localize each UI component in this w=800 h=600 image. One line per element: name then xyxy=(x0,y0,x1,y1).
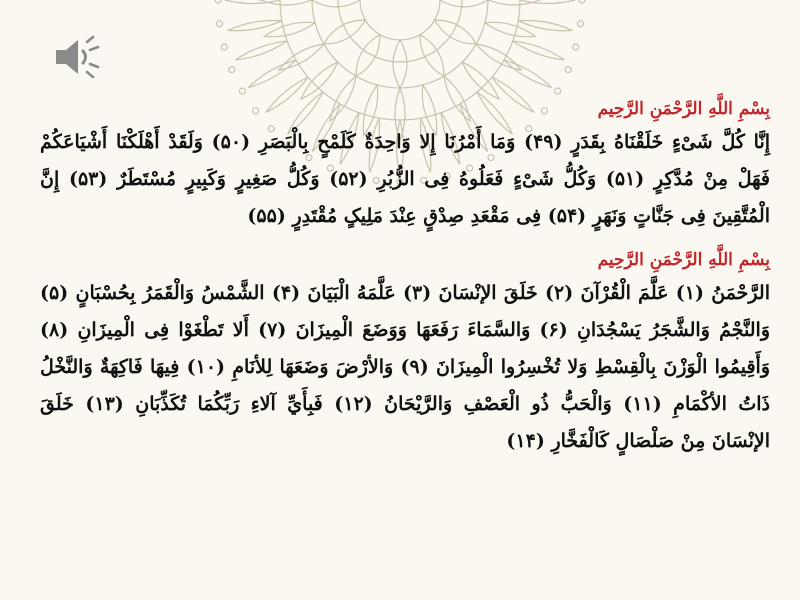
verses-block-2: الرَّحْمَنُ (۱) عَلَّمَ الْقُرْآنَ (۲) خَلَقَ الإنْسَانَ (۳) عَلَّمَهُ الْبَيَانَ (۴) الشَّمْسُ وَالْقَمَرُ بِحُسْبَانٍ (۵) وَالنَّجْمُ وَالشَّجَرُ يَسْجُدَانِ (۶) وَالسَّمَاءَ رَفَعَهَا وَوَضَعَ الْمِيزَانَ (۷) أَلا تَطْغَوْا فِى الْمِيزَانِ (۸) وَأَقِيمُوا الْوَزْنَ بِالْقِسْطِ وَلا تُخْسِرُوا الْمِيزَانَ (۹) وَالأرْضَ وَضَعَهَا لِلأنَامِ (۱۰) فِيهَا فَاكِهَةٌ وَالنَّخْلُ ذَاتُ الأكْمَامِ (۱۱) وَالْحَبُّ ذُو الْعَصْفِ وَالرَّيْحَانُ (۱۲) فَبِأَيِّ آلاءِ رَبِّكُمَا تُكَذِّبَانِ (۱۳) خَلَقَ الإنْسَانَ مِنْ صَلْصَالٍ كَالْفَخَّارِ (۱۴) xyxy=(40,282,770,452)
verses-block-1: إِنَّا كُلَّ شَىْءٍ خَلَقْنَاهُ بِقَدَرٍ (۴۹) وَمَا أَمْرُنَا إِلا وَاحِدَةٌ كَلَمْحٍ بِالْبَصَرِ (۵۰) وَلَقَدْ أَهْلَكْنَا أَشْيَاعَكُمْ فَهَلْ مِنْ مُدَّكِرٍ (۵۱) وَكُلُّ شَىْءٍ فَعَلُوهُ فِى الزُّبُرِ (۵۲) وَكُلُّ صَغِيرٍ وَكَبِيرٍ مُسْتَطَرٌ (۵۳) إِنَّ الْمُتَّقِينَ فِى جَنَّاتٍ وَنَهَرٍ (۵۴) فِى مَقْعَدِ صِدْقٍ عِنْدَ مَلِيکٍ مُقْتَدِرٍ (۵۵) xyxy=(40,131,771,227)
speaker-icon[interactable] xyxy=(52,34,104,80)
bismillah-heading-2: بِسْمِ اللَّهِ الرَّحْمَنِ الرَّحِيم xyxy=(597,250,770,270)
bismillah-heading-1: بِسْمِ اللَّهِ الرَّحْمَنِ الرَّحِيم xyxy=(597,99,770,119)
quran-text-block xyxy=(40,88,770,460)
